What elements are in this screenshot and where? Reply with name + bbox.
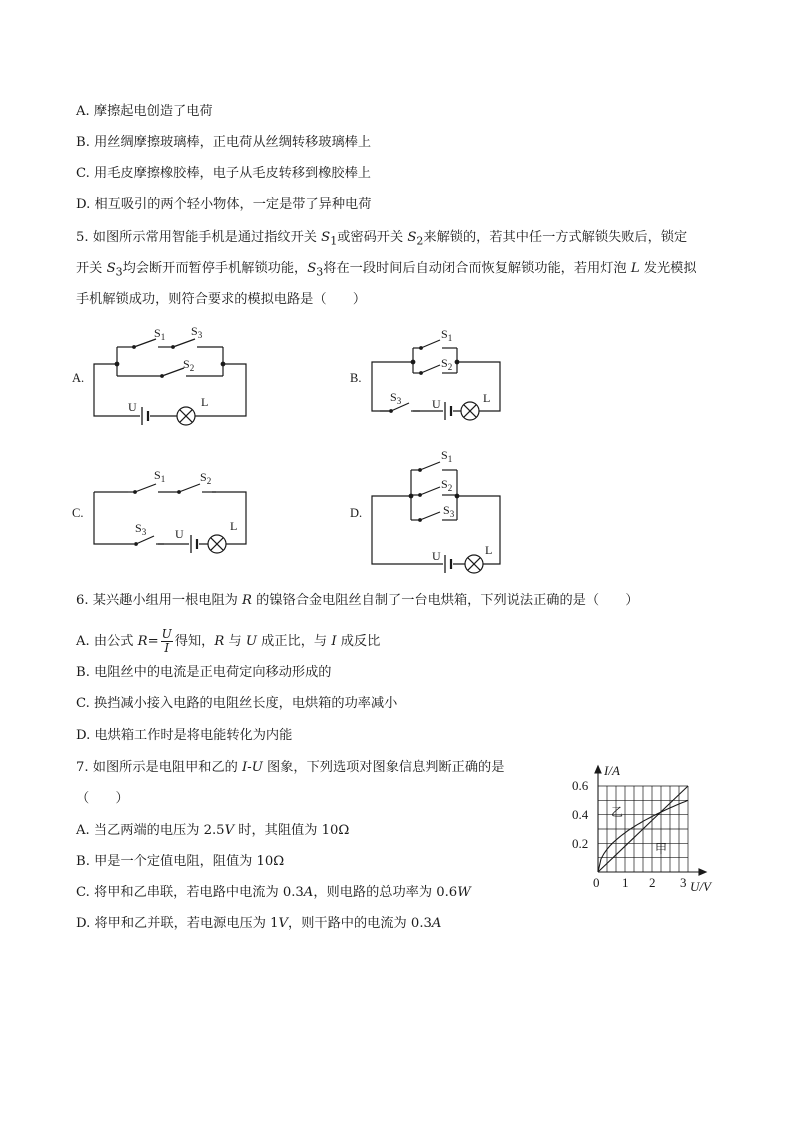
circuit-b-s1-label: $S_1$ xyxy=(441,327,453,343)
q4-option-a: A. 摩擦起电创造了电荷 xyxy=(76,104,213,119)
q6-option-b: B. 电阻丝中的电流是正电荷定向移动形成的 xyxy=(76,665,332,680)
q4-option-b: B. 用丝绸摩擦玻璃棒，正电荷从丝绸转移玻璃棒上 xyxy=(76,135,372,150)
series-jia-label: 甲 xyxy=(655,842,668,856)
x-axis-label: U/V xyxy=(690,879,711,894)
circuit-d-s1-label: $S_1$ xyxy=(441,448,453,464)
y-tick-0.4: 0.4 xyxy=(572,807,589,822)
circuit-c-s3-label: $S_3$ xyxy=(135,521,147,537)
circuit-c-s2-label: $S_2$ xyxy=(200,470,212,486)
circuit-a-label: A. xyxy=(72,371,85,385)
circuit-d-label: D. xyxy=(350,506,363,520)
circuit-a-u-label: U xyxy=(128,400,137,414)
circuit-a-s3-label: $S_3$ xyxy=(191,324,203,340)
circuit-a-s2-label: $S_2$ xyxy=(183,357,195,373)
q7-iu-graph xyxy=(566,760,726,895)
circuit-d-s2-label: $S_2$ xyxy=(441,477,453,493)
q7-option-a: A. 当乙两端的电压为 2.5V 时，其阻值为 10Ω xyxy=(76,823,350,838)
circuit-a-s1-label: $S_1$ xyxy=(154,326,166,342)
x-tick-1: 1 xyxy=(622,875,629,890)
q5-stem-line1: 5. 如图所示常用智能手机是通过指纹开关 $S_1$或密码开关 $S_2$来解锁的，若其中任一方式解锁失败后，锁定 xyxy=(76,230,688,248)
circuit-b-label: B. xyxy=(350,371,362,385)
circuit-c-l-label: L xyxy=(230,519,238,533)
x-tick-3: 3 xyxy=(680,875,687,890)
q6-option-a: A. 由公式 R= $\frac{U}{I}$ 得知，R 与 U 成正比，与 I 成反比 xyxy=(76,627,381,655)
circuit-b-s2-label: $S_2$ xyxy=(441,356,453,372)
q7-stem-line2: （ ） xyxy=(76,791,129,806)
circuit-b-s3-label: $S_3$ xyxy=(390,390,402,406)
y-tick-0.2: 0.2 xyxy=(572,836,589,851)
q6-option-d: D. 电烘箱工作时是将电能转化为内能 xyxy=(76,728,293,743)
q5-circuits xyxy=(60,318,540,583)
q4-option-d: D. 相互吸引的两个轻小物体，一定是带了异种电荷 xyxy=(76,197,372,212)
formula-fraction: $\frac{U}{I}$ xyxy=(161,627,172,655)
q7-option-c: C. 将甲和乙串联，若电路中电流为 0.3A，则电路的总功率为 0.6W xyxy=(76,885,471,900)
circuit-c-u-label: U xyxy=(175,527,184,541)
circuit-c-label: C. xyxy=(72,506,84,520)
q5-stem-line2: 开关 $S_3$均会断开而暂停手机解锁功能，$S_3$将在一段时间后自动闭合而恢复解锁功能，若用灯泡 L 发光模拟 xyxy=(76,261,697,279)
y-axis-label: I/A xyxy=(604,763,620,778)
x-tick-0: 0 xyxy=(593,875,600,890)
circuit-d-s3-label: $S_3$ xyxy=(443,503,455,519)
circuit-d-l-label: L xyxy=(485,543,493,557)
y-axis-arrow xyxy=(595,766,601,773)
circuit-b-l-label: L xyxy=(483,391,491,405)
circuit-d-u-label: U xyxy=(432,549,441,563)
x-axis-arrow xyxy=(699,869,706,875)
q4-option-c: C. 用毛皮摩擦橡胶棒，电子从毛皮转移到橡胶棒上 xyxy=(76,166,371,181)
q6-option-c: C. 换挡减小接入电路的电阻丝长度，电烘箱的功率减小 xyxy=(76,696,398,711)
q7-stem-line1: 7. 如图所示是电阻甲和乙的 I-U 图象，下列选项对图象信息判断正确的是 xyxy=(76,760,505,775)
q5-stem-line3: 手机解锁成功，则符合要求的模拟电路是（ ） xyxy=(76,292,367,307)
q6-stem: 6. 某兴趣小组用一根电阻为 R 的镍铬合金电阻丝自制了一台电烘箱，下列说法正确的是（ ） xyxy=(76,593,639,608)
q7-option-b: B. 甲是一个定值电阻，阻值为 10Ω xyxy=(76,854,285,869)
y-tick-0.6: 0.6 xyxy=(572,778,589,793)
circuit-c-s1-label: $S_1$ xyxy=(154,468,166,484)
circuit-a xyxy=(94,339,246,425)
circuit-a-l-label: L xyxy=(201,395,209,409)
q7-option-d: D. 将甲和乙并联，若电源电压为 1V，则干路中的电流为 0.3A xyxy=(76,916,442,931)
x-tick-2: 2 xyxy=(649,875,656,890)
circuit-b-u-label: U xyxy=(432,397,441,411)
series-yi-label: 乙 xyxy=(611,805,624,819)
circuit-c xyxy=(94,484,246,553)
